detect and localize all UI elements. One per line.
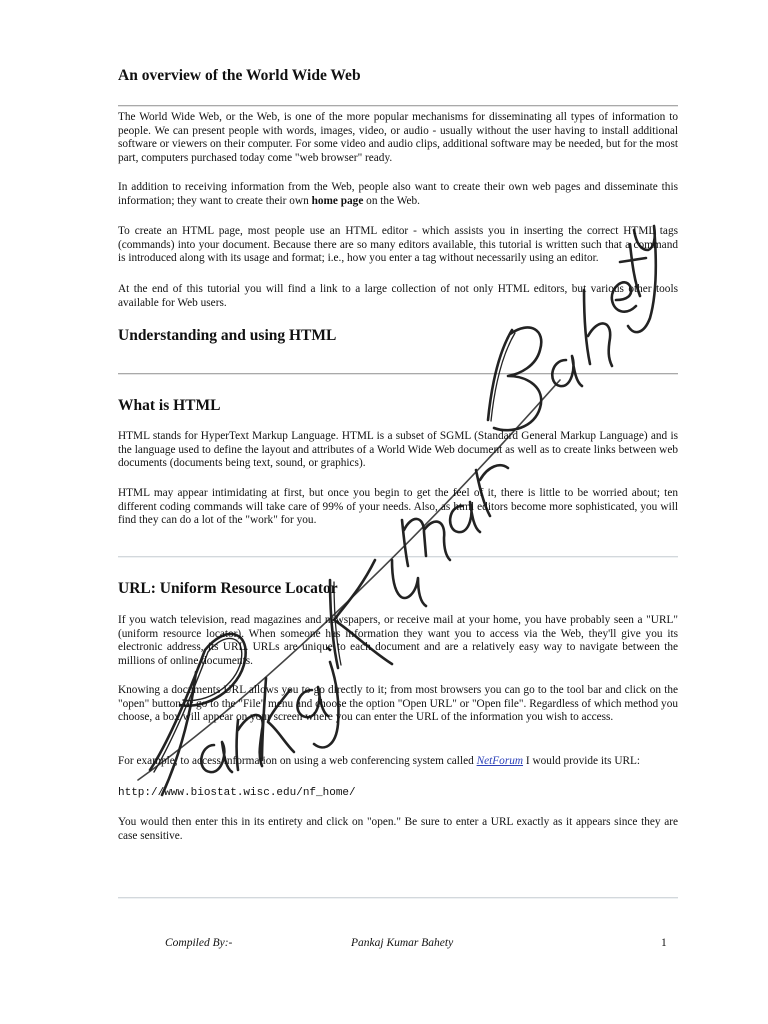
section-heading-what-is-html: What is HTML xyxy=(118,397,221,414)
intro-paragraph-1: The World Wide Web, or the Web, is one of the more popular mechanisms for disseminating all types of information to people. We can present people with words, images, video, or audio - usually without the user having to install additional software or viewers on their computer. For some video and audio clips, additional software may be needed, but for the most part, computers purchased today come "web browser" ready. xyxy=(118,111,678,164)
url-example-paragraph: For example, to access information on using a web conferencing system called NetForum I would provide its URL: xyxy=(118,755,641,767)
intro-paragraph-3: To create an HTML page, most people use an HTML editor - which assists you in inserting the correct HTML tags (commands) into your document. Because there are so many editors available, this tutorial is written such that a command is introduced along with its usage and format; i.e., how you enter a tag without necessarily using an editor. xyxy=(118,225,678,264)
document-title: An overview of the World Wide Web xyxy=(118,67,361,84)
compiled-by-label: Compiled By:- xyxy=(165,937,233,949)
url-example-code: http://www.biostat.wisc.edu/nf_home/ xyxy=(118,787,356,799)
page-footer xyxy=(0,937,768,957)
section-divider-2 xyxy=(118,556,678,558)
intro-paragraph-2: In addition to receiving information from the Web, people also want to create their own web pages and disseminate this information; they want to create their own home page on the Web. xyxy=(118,181,678,207)
what-is-html-paragraph-1: HTML stands for HyperText Markup Language. HTML is a subset of SGML (Standard General Markup Language) and is the language used to define the layout and attributes of a World Wide Web document as well as to create links between web documents (documents being text, sound, or graphics). xyxy=(118,430,678,469)
section-heading-url: URL: Uniform Resource Locator xyxy=(118,580,338,597)
footer-author: Pankaj Kumar Bahety xyxy=(351,937,454,949)
section-heading-understanding: Understanding and using HTML xyxy=(118,327,337,344)
url-closing-paragraph: You would then enter this in its entirety and click on "open." Be sure to enter a URL exactly as it appears since they are case sensitive. xyxy=(118,816,678,842)
url-paragraph-1: If you watch television, read magazines and newspapers, or receive mail at your home, you have probably seen a "URL" (uniform resource locator). When someone has information they want you to access via the Web, they'll give you its electronic address, its URL. URLs are unique to each document and are a relatively easy way to navigate between the millions of online documents. xyxy=(118,614,678,667)
netforum-link[interactable]: NetForum xyxy=(476,755,524,767)
url-paragraph-2: Knowing a documents URL allows you to go directly to it; from most browsers you can go to the tool bar and click on the "open" button or go to the "File" menu and choose the option "Open URL" or "Open file". Regardless of which method you choose, a box will appear on your screen where you can enter the URL of the information you wish to access. xyxy=(118,684,678,723)
title-divider xyxy=(118,105,678,107)
footer-divider xyxy=(118,897,678,899)
what-is-html-paragraph-2: HTML may appear intimidating at first, but once you begin to get the feel of it, there is little to be worried about; ten different coding commands will take care of 99% of your needs. Also, as html editors become more sophisticated, you will find they can do a lot of the "work" for you. xyxy=(118,487,678,526)
page-number: 1 xyxy=(661,937,667,949)
home-page-bold: home page xyxy=(311,194,364,207)
section-divider-1 xyxy=(118,373,678,375)
intro-paragraph-4: At the end of this tutorial you will find a link to a large collection of not only HTML editors, but various other tools available for Web users. xyxy=(118,283,678,309)
